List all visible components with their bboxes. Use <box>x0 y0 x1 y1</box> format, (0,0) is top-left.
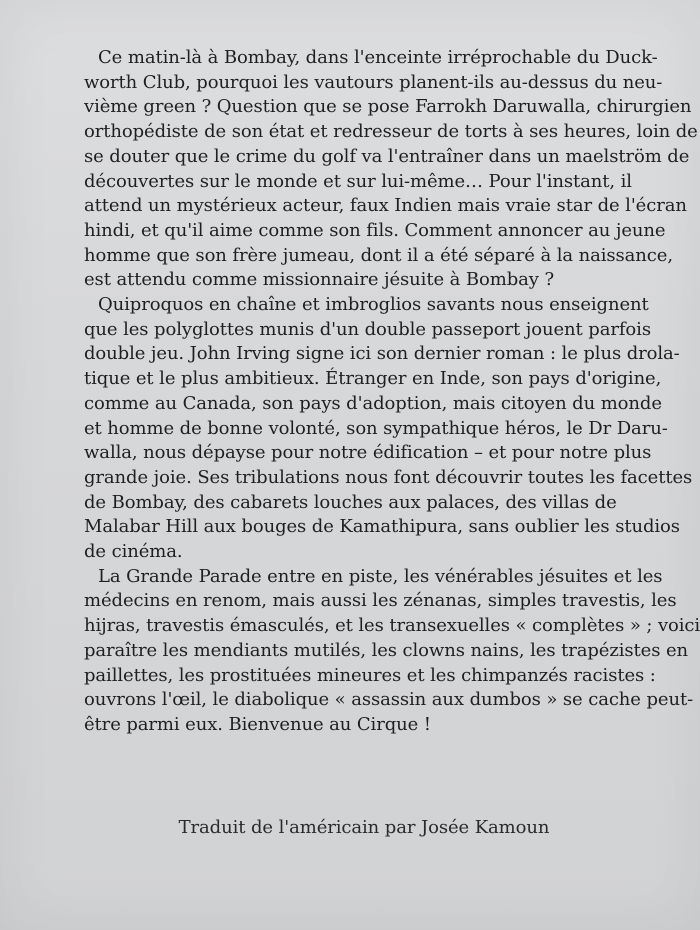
text-line: de Bombay, des cabarets louches aux palaces, des villas de <box>84 491 617 513</box>
text-line: que les polyglottes munis d'un double passeport jouent parfois <box>84 318 651 340</box>
text-line: tique et le plus ambitieux. Étranger en Inde, son pays d'origine, <box>84 368 662 390</box>
text-line: Ce matin-là à Bombay, dans l'enceinte irréprochable du Duck- <box>98 47 658 68</box>
text-line: vième green ? Question que se pose Farrokh Daruwalla, chirurgien <box>84 96 692 118</box>
text-line: est attendu comme missionnaire jésuite à Bombay ? <box>84 269 555 291</box>
paragraph-1 <box>84 46 698 293</box>
text-line: et homme de bonne volonté, son sympathique héros, le Dr Daru- <box>84 417 668 439</box>
text-line: grande joie. Ses tribulations nous font découvrir toutes les facettes <box>84 466 693 488</box>
text-line: comme au Canada, son pays d'adoption, mais citoyen du monde <box>84 392 662 414</box>
text-line: se douter que le crime du golf va l'entraîner dans un maelström de <box>84 145 690 167</box>
text-line: être parmi eux. Bienvenue au Cirque ! <box>84 713 431 735</box>
translator-credit <box>0 817 700 838</box>
text-line: Malabar Hill aux bouges de Kamathipura, sans oublier les studios <box>84 516 680 538</box>
paragraph-2 <box>84 293 693 565</box>
text-line: médecins en renom, mais aussi les zénanas, simples travestis, les <box>84 590 677 612</box>
paragraph-3 <box>84 565 700 738</box>
text-line: paraître les mendiants mutilés, les clowns nains, les trapézistes en <box>84 639 689 661</box>
text-line: orthopédiste de son état et redresseur de torts à ses heures, loin de <box>84 121 698 143</box>
text-line: ouvrons l'œil, le diabolique « assassin aux dumbos » se cache peut- <box>84 689 694 711</box>
text-line: double jeu. John Irving signe ici son dernier roman : le plus drola- <box>84 343 680 365</box>
text-line: attend un mystérieux acteur, faux Indien mais vraie star de l'écran <box>84 195 687 217</box>
text-line: découvertes sur le monde et sur lui-même… Pour l'instant, il <box>84 170 632 192</box>
text-line: La Grande Parade entre en piste, les vénérables jésuites et les <box>98 565 663 587</box>
text-line: homme que son frère jumeau, dont il a été séparé à la naissance, <box>84 244 673 266</box>
translator-credit-text: Traduit de l'américain par Josée Kamoun <box>178 817 550 838</box>
text-line: Quiproquos en chaîne et imbroglios savants nous enseignent <box>98 294 649 316</box>
text-line: hijras, travestis émasculés, et les transexuelles « complètes » ; voici <box>84 615 700 637</box>
blurb-text <box>84 46 700 738</box>
text-line: de cinéma. <box>84 541 183 563</box>
text-line: hindi, et qu'il aime comme son fils. Comment annoncer au jeune <box>84 219 666 241</box>
text-line: walla, nous dépayse pour notre édification – et pour notre plus <box>84 442 652 464</box>
text-line: paillettes, les prostituées mineures et les chimpanzés racistes : <box>84 664 656 686</box>
text-line: worth Club, pourquoi les vautours planent-ils au-dessus du neu- <box>84 71 663 93</box>
